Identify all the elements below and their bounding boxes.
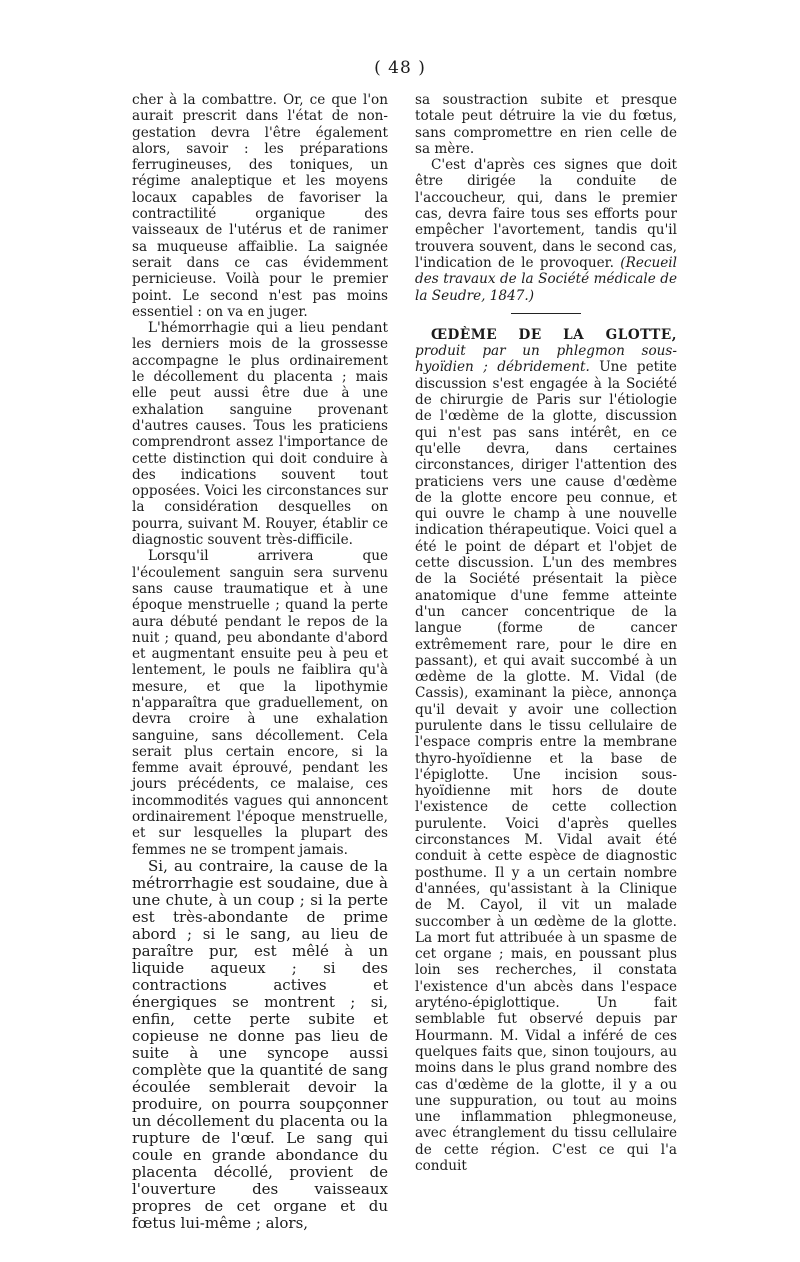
paragraph: sa soustraction subite et presque totale peut détruire la vie du fœtus, sans compromettre en rien celle de sa mère.	[415, 92, 677, 157]
paragraph-text: C'est d'après ces signes que doit être dirigée la conduite de l'accoucheur, qui, dans le premier cas, devra faire tous ses efforts pour empêcher l'avortement, tandis qu'il trouvera souvent, dans le second cas, l'indication de le provoquer.	[415, 157, 677, 271]
right-column	[415, 92, 677, 1174]
paragraph: L'hémorrhagie qui a lieu pendant les derniers mois de la grossesse accompagne le plus ordinairement le décollement du placenta ; mais elle peut aussi être due à une exhalation sanguine provenant d'autres causes. Tous les praticiens comprendront assez l'importance de cette distinction qui doit conduire à des indications souvent tout opposées. Voici les circonstances sur la considération desquelles on pourra, suivant M. Rouyer, établir ce diagnostic souvent très-difficile.	[132, 320, 388, 549]
paragraph: cher à la combattre. Or, ce que l'on aurait prescrit dans l'état de non-gestation devra l'être également alors, savoir : les préparations ferrugineuses, des toniques, un régime analeptique et les moyens locaux capables de favoriser la contractilité organique des vaisseaux de l'utérus et de ranimer sa muqueuse affaiblie. La saignée serait dans ce cas évidemment pernicieuse. Voilà pour le premier point. Le second n'est pas moins essentiel : on va en juger.	[132, 92, 388, 320]
citation: (Recueil des travaux de la Société médicale de la Seudre, 1847.)	[415, 254, 677, 304]
paragraph: Lorsqu'il arrivera que l'écoulement sanguin sera survenu sans cause traumatique et à une époque menstruelle ; quand la perte aura débuté pendant le repos de la nuit ; quand, peu abondante d'abord et augmentant ensuite peu à peu et lentement, le pouls ne faiblira qu'à mesure, et que la lipothymie n'apparaîtra que graduellement, on devra croire à une exhalation sanguine, sans décollement. Cela serait plus certain encore, si la femme avait éprouvé, pendant les jours précédents, ce malaise, ces incommodités vagues qui annoncent ordinairement l'époque menstruelle, et sur lesquelles la plupart des femmes ne se trompent jamais.	[132, 548, 388, 858]
article-subtitle: produit par un phlegmon sous-hyoïdien ; débridement.	[415, 343, 677, 376]
paragraph	[415, 157, 677, 304]
section-divider	[511, 313, 581, 314]
article-heading: ŒDÈME DE LA GLOTTE,	[431, 326, 677, 343]
article	[415, 327, 677, 1174]
page-number: ( 48 )	[374, 58, 426, 78]
article-body: Une petite discussion s'est engagée à la Société de chirurgie de Paris sur l'étiologie de l'œdème de la glotte, discussion qui n'est pas sans intérêt, en ce qu'elle devra, dans certaines circonstances, diriger l'attention des praticiens vers une cause d'œdème de la glotte encore peu connue, et qui ouvre le champ à une nouvelle indication thérapeutique. Voici quel a été le point de départ et l'objet de cette discussion. L'un des membres de la Société présentait la pièce anatomique d'une femme atteinte d'un cancer concentrique de la langue (forme de cancer extrêmement rare, pour le dire en passant), et qui avait succombé à un œdème de la glotte. M. Vidal (de Cassis), examinant la pièce, annonça qu'il devait y avoir une collection purulente dans le tissu cellulaire de l'espace compris entre la membrane thyro-hyoïdienne et la base de l'épiglotte. Une incision sous-hyoïdienne mit hors de doute l'existence de cette collection purulente. Voici d'après quelles circonstances M. Vidal avait été conduit à cette espèce de diagnostic posthume. Il y a un certain nombre d'années, qu'assistant à la Clinique de M. Cayol, il vit un malade succomber à un œdème de la glotte. La mort fut attribuée à un spasme de cet organe ; mais, en poussant plus loin ses recherches, il constata l'existence d'un abcès dans l'espace aryténo-épiglottique. Un fait semblable fut observé depuis par Hourmann. M. Vidal a inféré de ces quelques faits que, sinon toujours, au moins dans le plus grand nombre des cas d'œdème de la glotte, il y a ou une suppuration, ou tout au moins une inflammation phlegmoneuse, avec étranglement du tissu cellulaire de cette région. C'est ce qui l'a conduit	[415, 359, 677, 1174]
left-column	[132, 92, 388, 1232]
paragraph: Si, au contraire, la cause de la métrorrhagie est soudaine, due à une chute, à un coup ; si la perte est très-abondante de prime abord ; si le sang, au lieu de paraître pur, est mêlé à un liquide aqueux ; si des contractions actives et énergiques se montrent ; si, enfin, cette perte subite et copieuse ne donne pas lieu de suite à une syncope aussi complète que la quantité de sang écoulée semblerait devoir la produire, on pourra soupçonner un décollement du placenta ou la rupture de l'œuf. Le sang qui coule en grande abondance du placenta décollé, provient de l'ouverture des vaisseaux propres de cet organe et du fœtus lui-même ; alors,	[132, 856, 388, 1232]
